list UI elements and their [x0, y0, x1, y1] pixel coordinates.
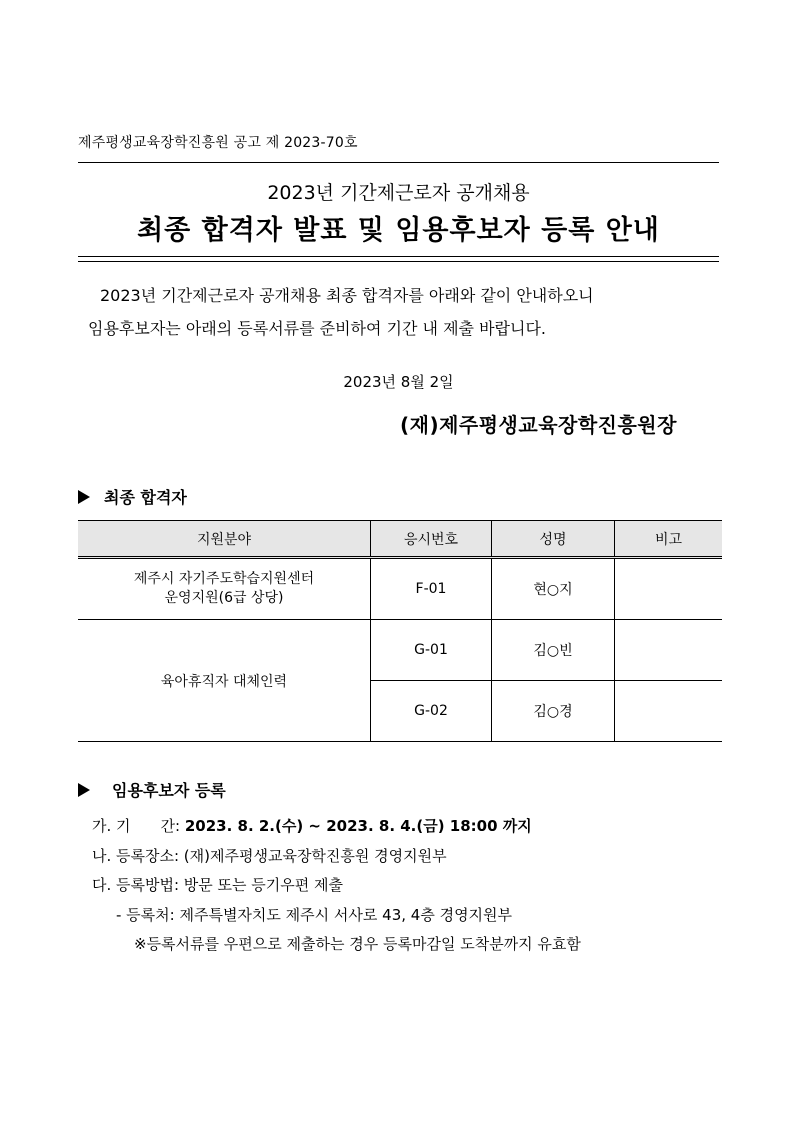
cell-field: 육아휴직자 대체인력: [78, 620, 371, 742]
table-row: [78, 620, 722, 681]
table-row: [78, 558, 722, 620]
cell-name: 김○빈: [492, 620, 615, 681]
cell-name: 김○경: [492, 681, 615, 742]
section2-title: 임용후보자 등록: [112, 781, 226, 800]
registration-method: 다. 등록방법: 방문 또는 등기우편 제출: [92, 876, 344, 894]
cell-note: [615, 681, 723, 742]
organization-signature: (재)제주평생교육장학진흥원장: [400, 413, 677, 437]
registration-place: 나. 등록장소: (재)제주평생교육장학진흥원 경영지원부: [92, 846, 447, 865]
title-double-rule: [78, 256, 719, 262]
cell-field: [78, 558, 371, 620]
column-header-number: 응시번호: [371, 521, 492, 558]
registration-note: ※등록서류를 우편으로 제출하는 경우 등록마감일 도착분까지 유효함: [134, 935, 581, 953]
triangle-right-icon: [78, 783, 90, 797]
document-title-line2: 최종 합격자 발표 및 임용후보자 등록 안내: [137, 215, 660, 246]
column-header-note: 비고: [615, 521, 723, 558]
cell-note: [615, 620, 723, 681]
section-heading-registration: [78, 778, 226, 801]
triangle-right-icon: [78, 490, 90, 504]
period-label: 가. 기 간:: [92, 817, 181, 835]
announcement-date: 2023년 8월 2일: [343, 373, 454, 391]
results-table: [78, 520, 722, 742]
notice-number: 제주평생교육장학진흥원 공고 제 2023-70호: [78, 135, 358, 151]
cell-note: [615, 558, 723, 620]
header-rule: [78, 162, 719, 163]
cell-number: F-01: [371, 558, 492, 620]
registration-period: [92, 812, 581, 842]
column-header-name: 성명: [492, 521, 615, 558]
column-header-field: 지원분야: [78, 521, 371, 558]
document-title-line1: 2023년 기간제근로자 공개채용: [267, 182, 530, 204]
cell-number: G-02: [371, 681, 492, 742]
registration-address: - 등록처: 제주특별자치도 제주시 서사로 43, 4층 경영지원부: [116, 905, 513, 924]
period-value: 2023. 8. 2.(수) ~ 2023. 8. 4.(금) 18:00 까지: [184, 817, 532, 835]
section-heading-final-successful: [78, 485, 187, 508]
registration-details: [92, 812, 581, 960]
section1-title: 최종 합격자: [104, 488, 187, 507]
cell-name: 현○지: [492, 558, 615, 620]
field-line2: 운영지원(6급 상당): [164, 590, 284, 606]
intro-line1: 2023년 기간제근로자 공개채용 최종 합격자를 아래와 같이 안내하오니: [100, 286, 594, 305]
intro-line2: 임용후보자는 아래의 등록서류를 준비하여 기간 내 제출 바랍니다.: [88, 319, 547, 338]
intro-paragraph: [78, 279, 719, 345]
table-header-row: [78, 521, 722, 558]
cell-number: G-01: [371, 620, 492, 681]
field-line1: 제주시 자기주도학습지원센터: [133, 571, 315, 587]
